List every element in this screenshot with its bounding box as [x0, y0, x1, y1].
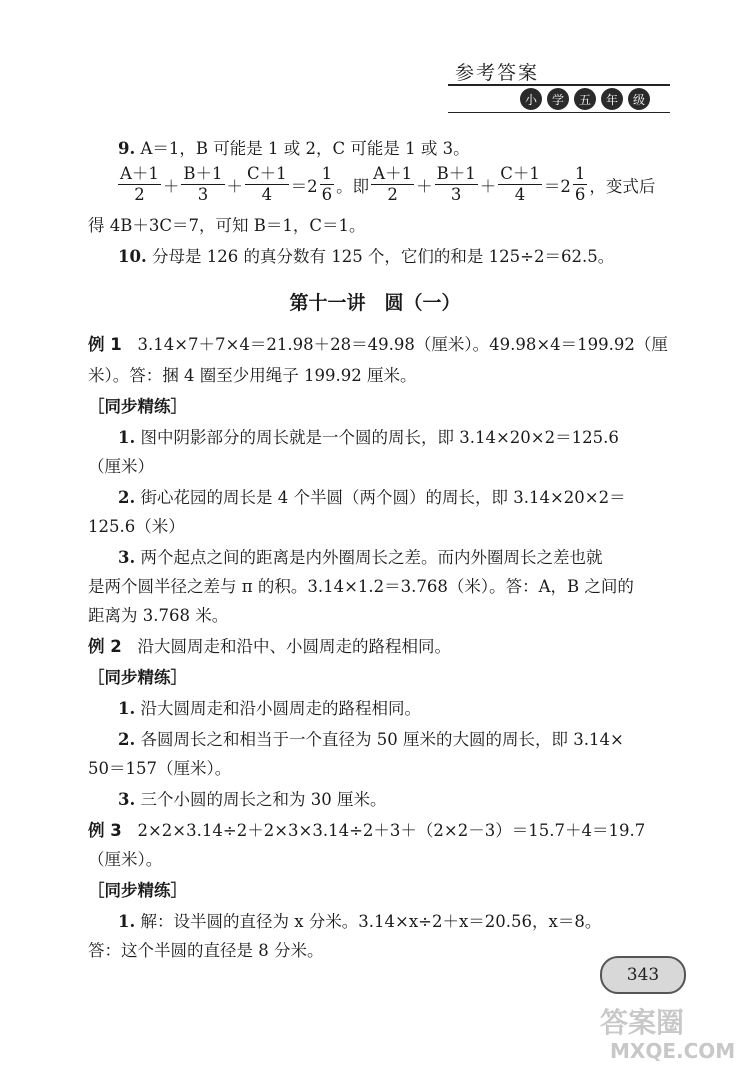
ex3-label: 例 3 [88, 821, 122, 840]
mixed-fraction: $\frac{1}{6}$ [321, 164, 333, 204]
sync3-item1-line1: 1. 解：设半圆的直径为 x 分米。3.14×x÷2＋x＝20.56，x＝8。 [118, 912, 602, 931]
q9-line3: 得 4B＋3C＝7，可知 B＝1，C＝1。 [88, 216, 366, 235]
fraction: $\frac{A+1}{2}$ [120, 164, 159, 204]
page-number-badge [600, 956, 686, 994]
sync-label: ［同步精练］ [88, 397, 187, 416]
ex2-label: 例 2 [88, 637, 122, 656]
ex2-line: 例 2 沿大圆周走和沿中、小圆周走的路程相同。 [88, 637, 451, 656]
sync-label: ［同步精练］ [88, 881, 187, 900]
sync1-item3-line1: 3. 两个起点之间的距离是内外圈周长之差。而内外圈周长之差也就 [118, 548, 603, 567]
ex3-line2: （厘米）。 [88, 850, 163, 869]
grade-badge: 五 [574, 88, 596, 110]
sync1-item1-line2: （厘米） [88, 457, 154, 476]
grade-badge: 学 [547, 88, 569, 110]
sync2-item2-line2: 50＝157（厘米）。 [88, 759, 232, 778]
q10-text: 分母是 126 的真分数有 125 个，它们的和是 125÷2＝62.5。 [151, 247, 615, 266]
ex1-line2: 米）。答：捆 4 圈至少用绳子 199.92 厘米。 [88, 366, 417, 385]
watermark-url: MXQE.COM [610, 1039, 736, 1063]
q9-text-1: A＝1，B 可能是 1 或 2，C 可能是 1 或 3。 [140, 139, 470, 158]
fraction: $\frac{B+1}{3}$ [183, 164, 223, 204]
q10-line: 10. 分母是 126 的真分数有 125 个，它们的和是 125÷2＝62.5。 [118, 247, 615, 266]
sync2-item1: 1. 沿大圆周走和沿小圆周走的路程相同。 [118, 699, 421, 718]
q9-fraction-line: $\frac{A+1}{2}$ ＋ $\frac{B+1}{3}$ ＋ $\frac{C+1}{4}$ ＝2 $\frac{1}{6}$ 。即 $\frac{A+1}{2}$ ＋ $\frac{B+1}{3}$ ＋ $\frac{C+1}{4}$ ＝2 $\frac{1}{6}$ ，变式后 [120, 164, 656, 204]
sync1-item3-line2: 是两个圆半径之差与 π 的积。3.14×1.2＝3.768（米）。答：A，B 之间的 [88, 577, 634, 596]
sync2-item2-line1: 2. 各圆周长之和相当于一个直径为 50 厘米的大圆的周长，即 3.14× [118, 730, 624, 749]
ex1-line1: 例 1 3.14×7＋7×4＝21.98＋28＝49.98（厘米）。49.98×4＝199.92（厘 [88, 335, 668, 354]
q10-number: 10 [118, 247, 141, 266]
sync1-item1-line1: 1. 图中阴影部分的周长就是一个圆的周长，即 3.14×20×2＝125.6 [118, 428, 619, 447]
sync1-item3-line3: 距离为 3.768 米。 [88, 606, 229, 625]
section-title: 第十一讲 圆（一） [289, 292, 461, 314]
fraction: $\frac{C+1}{4}$ [500, 164, 540, 204]
header-rule-top [448, 84, 670, 86]
grade-badge: 年 [601, 88, 623, 110]
watermark-logo-text: 答案圈 [600, 1006, 685, 1039]
grade-badge: 级 [628, 88, 650, 110]
header-title: 参考答案 [455, 62, 540, 84]
sync-label: ［同步精练］ [88, 668, 187, 687]
ex1-label: 例 1 [88, 335, 122, 354]
ex3-line1: 例 3 2×2×3.14÷2＋2×3×3.14÷2＋3＋（2×2－3）＝15.7＋4＝19.7 [88, 821, 646, 840]
page-number: 343 [626, 965, 660, 985]
fraction: $\frac{B+1}{3}$ [436, 164, 476, 204]
grade-badges [520, 88, 650, 110]
sync3-item1-line2: 答：这个半圆的直径是 8 分米。 [88, 941, 324, 960]
sync2-item3: 3. 三个小圆的周长之和为 30 厘米。 [118, 790, 387, 809]
fraction: $\frac{C+1}{4}$ [247, 164, 287, 204]
fraction: $\frac{A+1}{2}$ [373, 164, 413, 204]
q9-line1: 9. A＝1，B 可能是 1 或 2，C 可能是 1 或 3。 [118, 139, 470, 158]
header-rule-bottom [448, 112, 670, 113]
mixed-fraction: $\frac{1}{6}$ [574, 164, 586, 204]
sync1-item2-line1: 2. 街心花园的周长是 4 个半圆（两个圆）的周长，即 3.14×20×2＝ [118, 488, 626, 507]
watermark-logo [590, 1000, 746, 1064]
q9-number: 9 [118, 139, 130, 158]
sync1-item2-line2: 125.6（米） [88, 517, 185, 536]
grade-badge: 小 [520, 88, 542, 110]
